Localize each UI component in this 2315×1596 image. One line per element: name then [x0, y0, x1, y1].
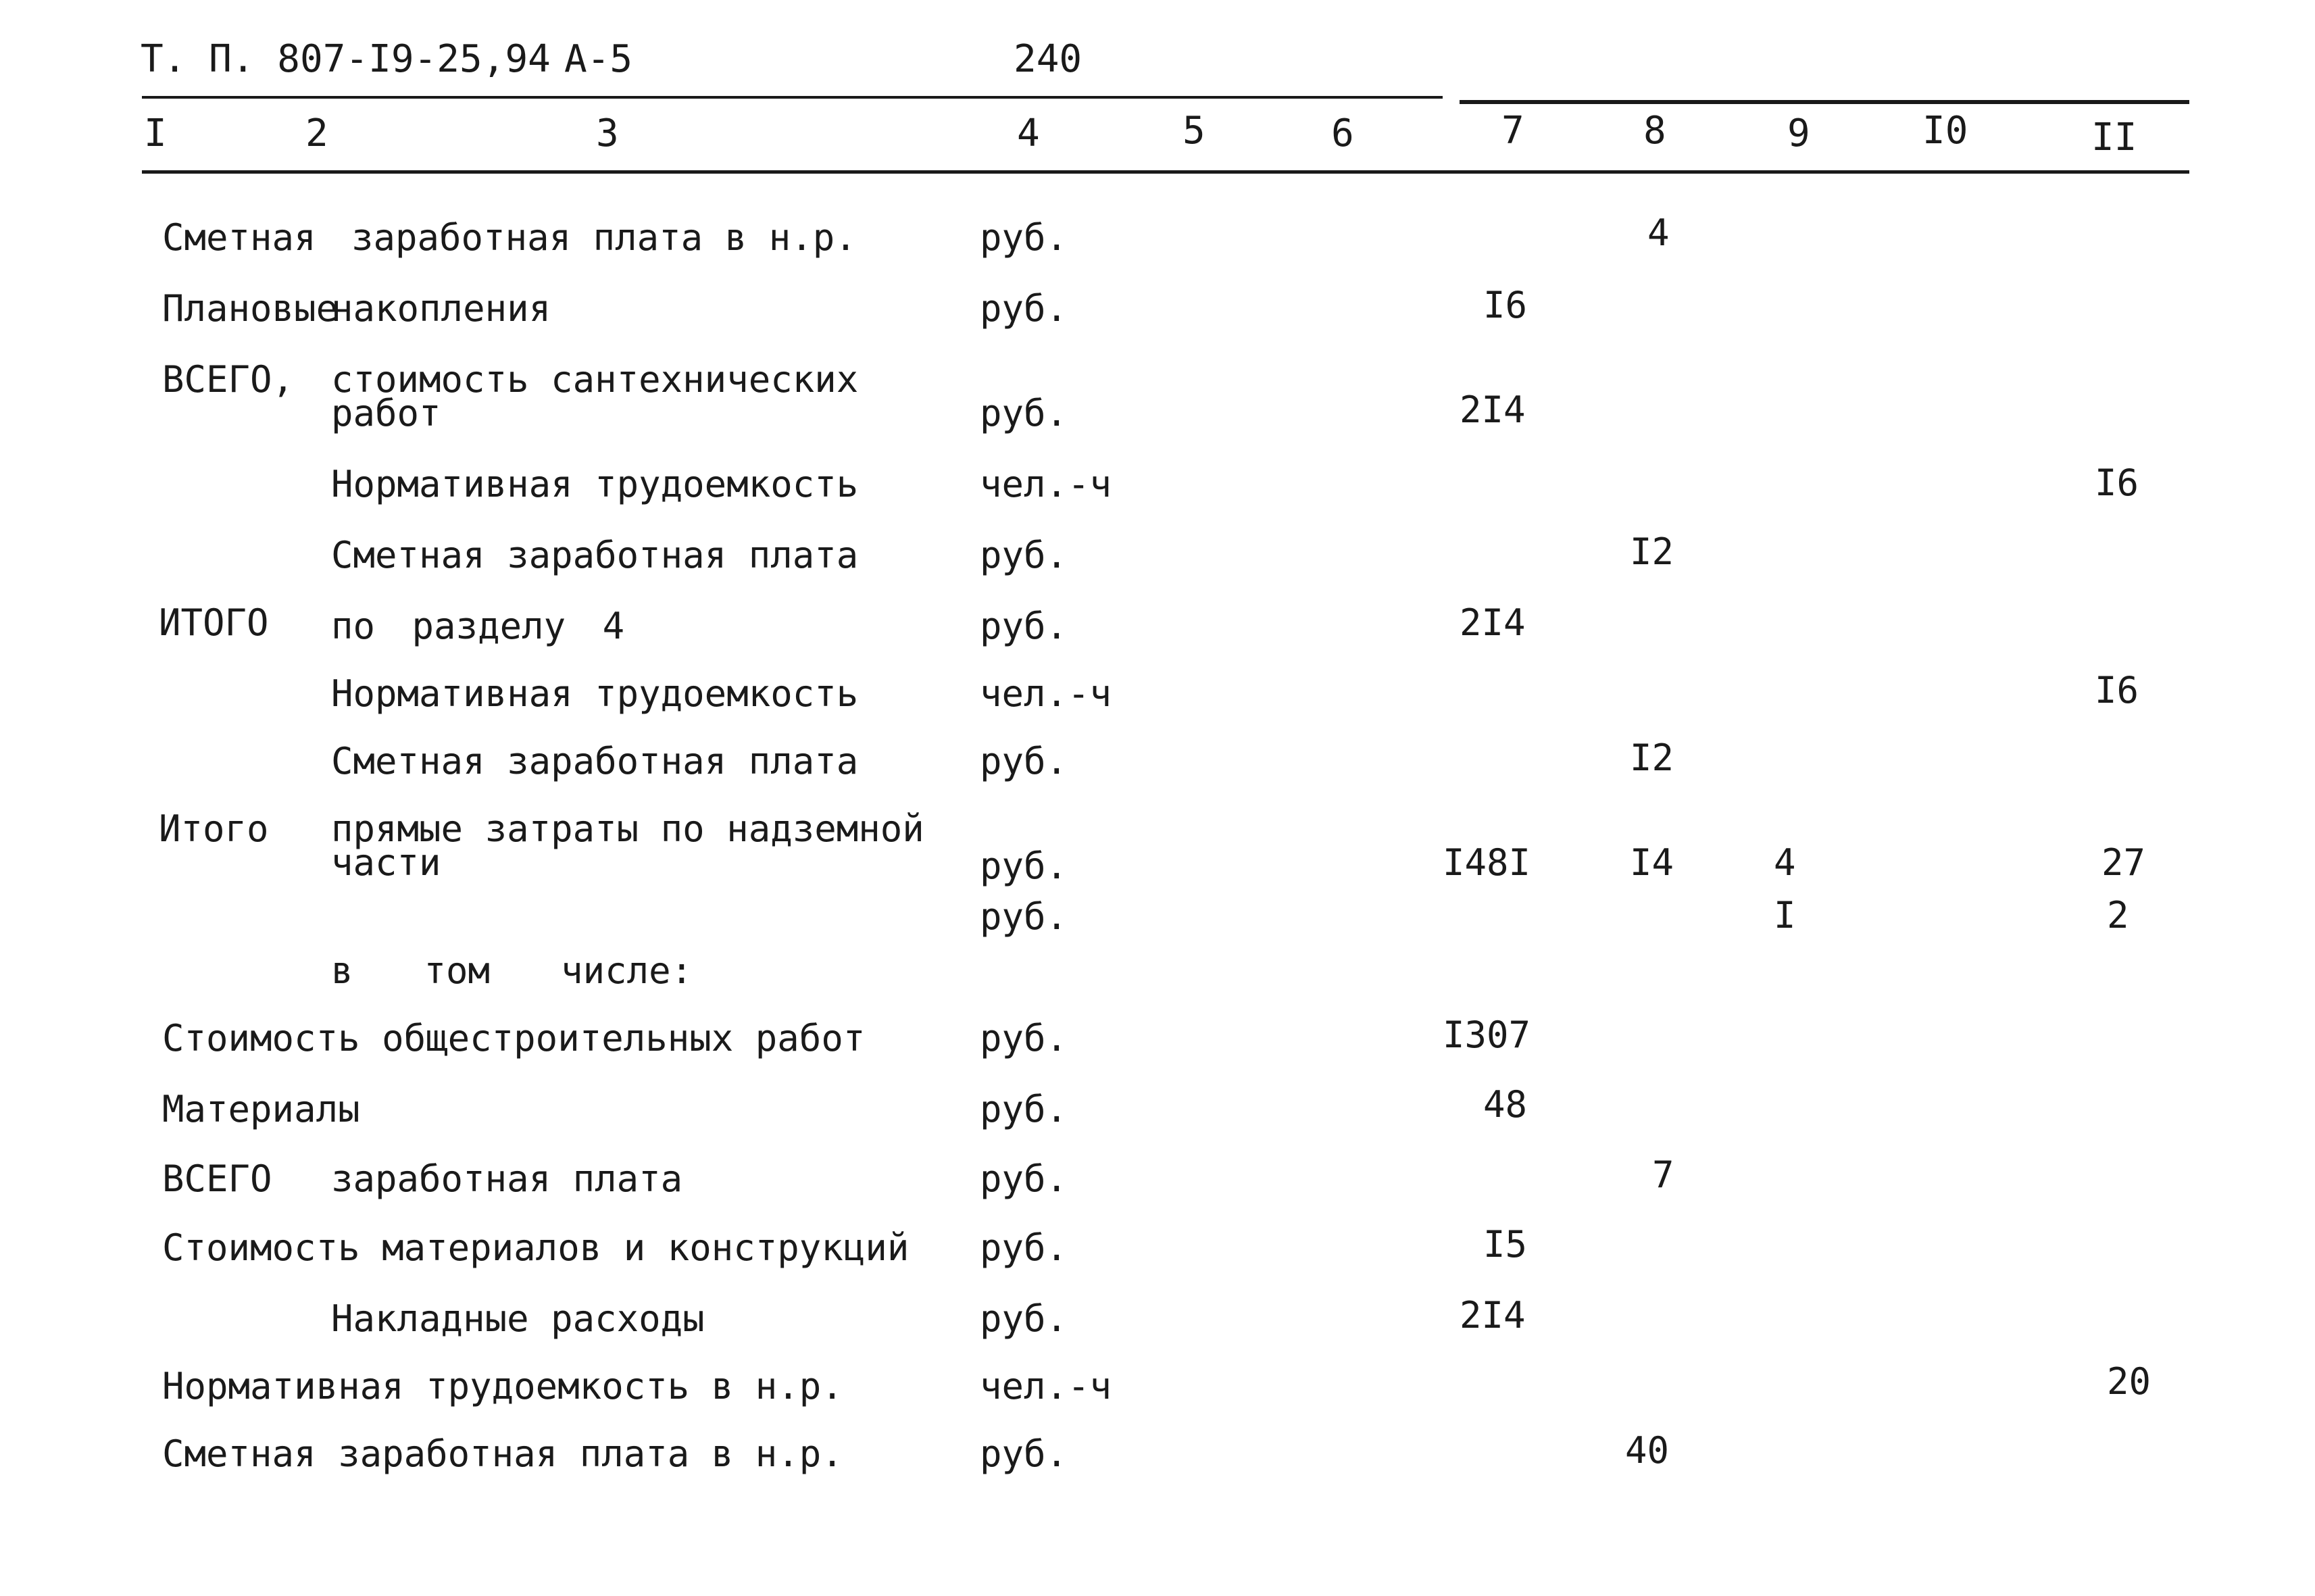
- header-rule-left: [142, 96, 1443, 99]
- row-sublabel-line1: прямые затраты по надземной: [331, 807, 924, 850]
- value-col-7: I307: [1443, 1014, 1531, 1056]
- row-sublabel: Накладные расходы: [331, 1297, 705, 1340]
- column-number: 4: [1017, 111, 1040, 155]
- unit-cell: руб.: [980, 287, 1068, 330]
- row-sublabel: в том числе:: [331, 949, 693, 992]
- column-number: 8: [1643, 109, 1666, 153]
- value-col-7: 48: [1483, 1083, 1528, 1126]
- row-label: ВСЕГО,: [162, 358, 295, 401]
- row-label: Итого: [159, 807, 269, 850]
- value-col-7: I5: [1483, 1223, 1528, 1266]
- value-col-7: 2I4: [1460, 1294, 1526, 1337]
- column-number: 7: [1501, 109, 1524, 153]
- row-sublabel: Сметная заработная плата: [331, 534, 859, 576]
- unit-cell: руб.: [980, 845, 1068, 887]
- value-col-7: I6: [1483, 284, 1528, 326]
- page-number: 240: [1014, 37, 1082, 81]
- row-label: Материалы: [162, 1088, 360, 1130]
- value-col-11: I6: [2095, 462, 2139, 504]
- row-sublabel-line1: стоимость сантехнических: [331, 358, 859, 401]
- value-col-7: 2I4: [1460, 389, 1526, 431]
- row-label: ИТОГО: [159, 601, 269, 644]
- header-rule-right: [1460, 100, 2189, 104]
- value-col-11: 27: [2101, 841, 2146, 884]
- unit-cell: руб.: [980, 740, 1068, 782]
- row-sublabel: по разделу 4: [331, 605, 625, 647]
- row-sublabel: Нормативная трудоемкость: [331, 672, 859, 715]
- unit-cell: руб.: [980, 216, 1068, 259]
- column-number: 3: [596, 111, 619, 155]
- unit-cell: руб.: [980, 392, 1068, 434]
- unit-cell: руб.: [980, 1017, 1068, 1059]
- column-number: 9: [1787, 111, 1810, 155]
- columns-bottom-rule: [142, 170, 2189, 174]
- row-sublabel: заработная плата в н.р.: [351, 216, 857, 259]
- sheet-label: А-5: [564, 37, 633, 81]
- column-number: I0: [1922, 109, 1968, 153]
- unit-cell: руб.: [980, 1432, 1068, 1475]
- value-col-8: I2: [1630, 737, 1674, 779]
- value-col-7: I48I: [1443, 841, 1531, 884]
- value-col-9: I: [1774, 894, 1796, 937]
- value-col-8: 40: [1625, 1429, 1670, 1472]
- value-col-8: I2: [1630, 530, 1674, 573]
- unit-cell: руб.: [980, 1297, 1068, 1340]
- unit-cell: руб.: [980, 1088, 1068, 1130]
- row-label: Нормативная трудоемкость в н.р.: [162, 1365, 843, 1407]
- unit-cell: руб.: [980, 605, 1068, 647]
- column-number: 2: [305, 111, 328, 155]
- row-label: Плановые: [162, 287, 339, 330]
- row-sublabel: Сметная заработная плата: [331, 740, 859, 782]
- row-sublabel-line2: части: [331, 841, 441, 884]
- unit-cell: руб.: [980, 534, 1068, 576]
- value-col-11: 2: [2107, 894, 2129, 937]
- value-col-8: I4: [1630, 841, 1674, 884]
- row-sublabel: Нормативная трудоемкость: [331, 463, 859, 505]
- unit-cell: чел.-ч: [980, 1365, 1112, 1407]
- unit-cell: руб.: [980, 895, 1068, 938]
- column-number: 6: [1331, 111, 1354, 155]
- unit-cell: чел.-ч: [980, 672, 1112, 715]
- doc-code: Т. П. 807-I9-25,94: [141, 37, 551, 81]
- column-number: 5: [1183, 109, 1205, 153]
- unit-cell: руб.: [980, 1157, 1068, 1200]
- column-number: II: [2091, 116, 2137, 159]
- value-col-8: 7: [1652, 1153, 1674, 1196]
- row-label: Стоимость материалов и конструкций: [162, 1226, 910, 1269]
- row-label: Сметная: [162, 216, 316, 259]
- value-col-9: 4: [1774, 841, 1796, 884]
- unit-cell: чел.-ч: [980, 463, 1112, 505]
- row-sublabel: заработная плата: [331, 1157, 683, 1200]
- row-label: ВСЕГО: [162, 1157, 272, 1200]
- column-number: I: [144, 111, 167, 155]
- row-sublabel: накопления: [331, 287, 551, 330]
- value-col-11: I6: [2095, 669, 2139, 712]
- unit-cell: руб.: [980, 1226, 1068, 1269]
- row-label: Стоимость общестроительных работ: [162, 1017, 866, 1059]
- row-sublabel-line2: работ: [331, 392, 441, 434]
- value-col-7: 2I4: [1460, 601, 1526, 644]
- row-label: Сметная заработная плата в н.р.: [162, 1432, 843, 1475]
- value-col-8: 4: [1647, 211, 1670, 254]
- value-col-11: 20: [2107, 1360, 2151, 1403]
